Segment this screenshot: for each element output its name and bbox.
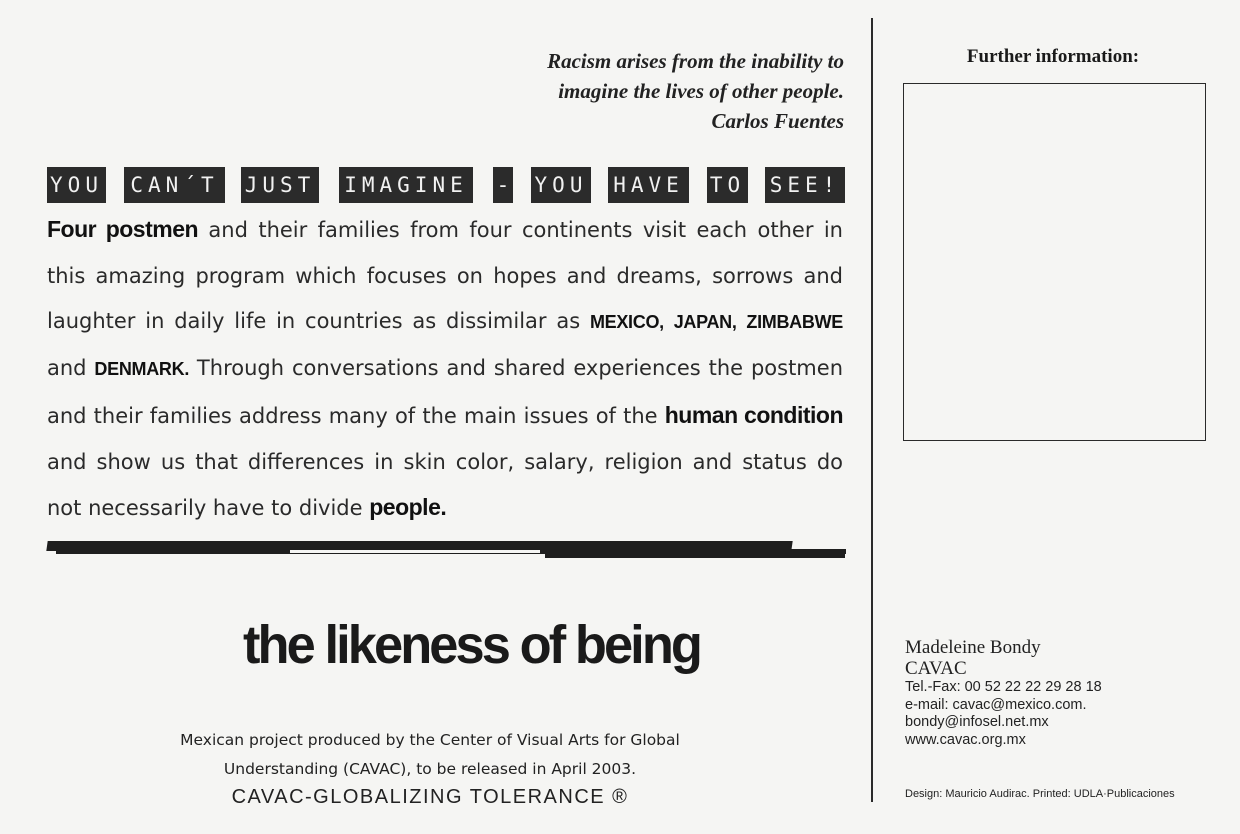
vertical-divider (871, 18, 873, 802)
brush-rule (545, 553, 845, 558)
project-line-2: Understanding (CAVAC), to be released in April 2003. (223, 760, 637, 778)
emphasis-human-condition: human condition (664, 401, 844, 428)
body-text-3: Through conversations and shared experiences the postmen and their families address many of the main issues of the (47, 356, 843, 428)
logo-the-likeness-of-being: the likeness of being (243, 615, 700, 675)
headline-word: - (493, 167, 513, 203)
tagline: CAVAC-GLOBALIZING TOLERANCE ® (231, 786, 629, 808)
design-credits: Design: Mauricio Audirac. Printed: UDLA·Publicaciones (905, 788, 1175, 800)
project-description (150, 726, 710, 810)
country-mexico: MEXICO, (589, 312, 664, 333)
further-information-heading: Further information: (966, 46, 1140, 67)
headline-word: TO (707, 167, 748, 203)
quote-line-2: imagine the lives of other people. (558, 79, 844, 103)
country-japan: JAPAN, (673, 312, 737, 333)
body-text-1: and their families from four continents visit each other in this amazing program which focuses on hopes and dreams, sorrows and laughter in daily life in countries as dissimilar as (47, 218, 843, 334)
headline-word: IMAGINE (339, 167, 473, 203)
headline-word: CAN´T (124, 167, 225, 203)
emphasis-people: people. (369, 494, 447, 521)
body-text-2: and (47, 356, 95, 381)
address-box (903, 83, 1206, 441)
quote-author: Carlos Fuentes (711, 109, 844, 133)
country-zimbabwe: ZIMBABWE (746, 312, 843, 333)
country-denmark: DENMARK. (94, 359, 190, 380)
headline-word: YOU (47, 167, 106, 203)
headline-banner (47, 167, 845, 203)
headline-word: SEE! (765, 167, 845, 203)
headline-word: JUST (241, 167, 319, 203)
emphasis-four-postmen: Four postmen (47, 216, 199, 242)
contact-email-1: e-mail: cavac@mexico.com. (905, 696, 1087, 713)
project-line-1: Mexican project produced by the Center of Visual Arts for Global (180, 731, 680, 749)
contact-name: Madeleine Bondy (905, 637, 1041, 658)
body-paragraph (47, 207, 843, 532)
quote-line-1: Racism arises from the inability to (547, 49, 844, 73)
contact-block (905, 637, 1225, 749)
contact-org: CAVAC (905, 658, 967, 679)
brush-rule-gap (290, 550, 540, 553)
contact-tel: Tel.-Fax: 00 52 22 22 29 28 18 (905, 679, 1102, 695)
body-text-4: and show us that differences in skin color, salary, religion and status do not necessarily have to divide (47, 449, 843, 521)
contact-website: www.cavac.org.mx (905, 731, 1026, 748)
contact-email-2: bondy@infosel.net.mx (905, 714, 1049, 730)
headline-word: HAVE (608, 167, 689, 203)
headline-word: YOU (531, 167, 591, 203)
quote-block (324, 46, 844, 136)
